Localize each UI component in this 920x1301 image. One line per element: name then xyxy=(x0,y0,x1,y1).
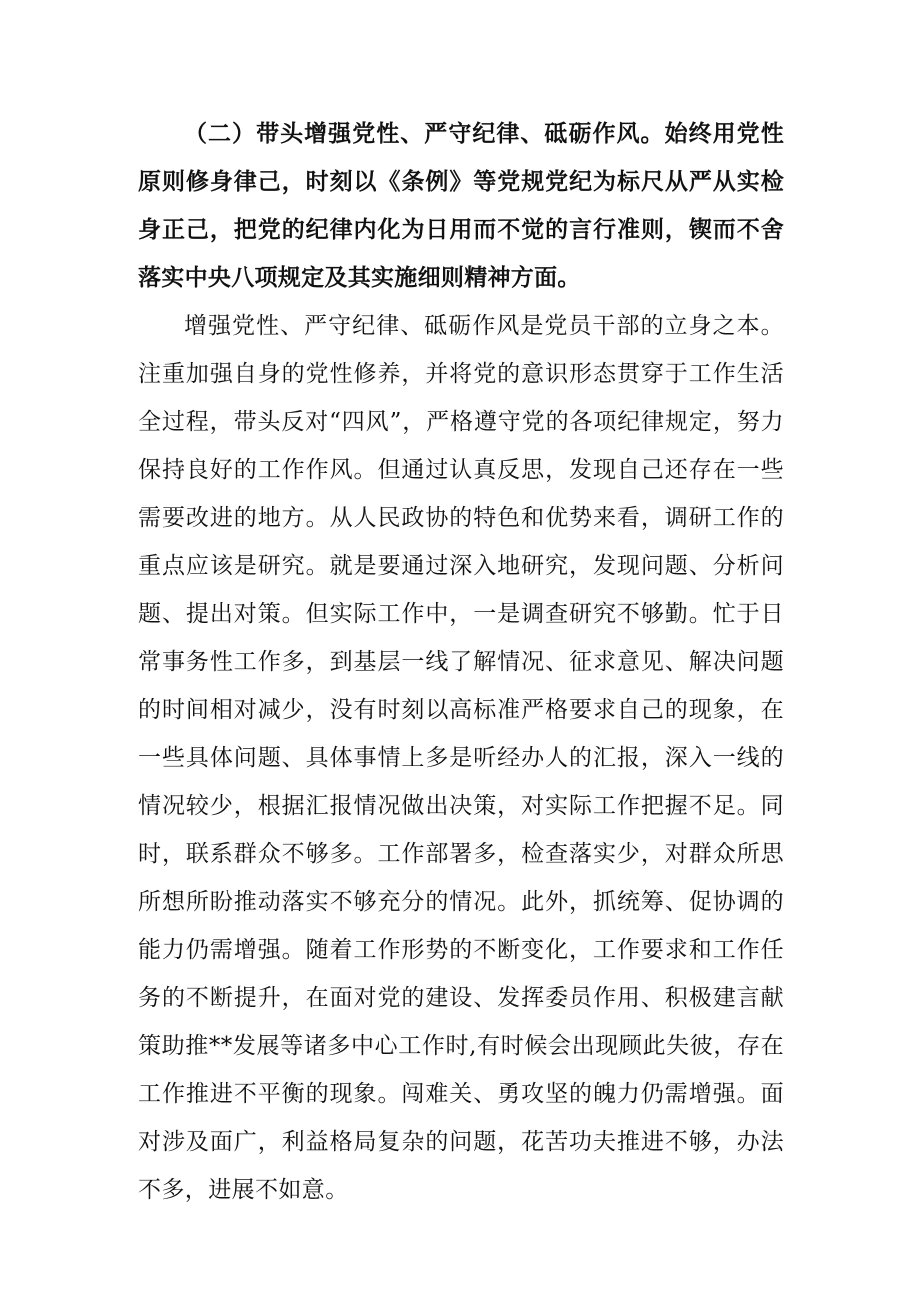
document-body xyxy=(138,110,784,1214)
body-paragraph: 增强党性、严守纪律、砥砺作风是党员干部的立身之本。注重加强自身的党性修养，并将党的意识形态贯穿于工作生活全过程，带头反对“四风”，严格遵守党的各项纪律规定，努力保持良好的工作作风。但通过认真反思，发现自己还存在一些需要改进的地方。从人民政协的特色和优势来看，调研工作的重点应该是研究。就是要通过深入地研究，发现问题、分析问题、提出对策。但实际工作中，一是调查研究不够勤。忙于日常事务性工作多，到基层一线了解情况、征求意见、解决问题的时间相对减少，没有时刻以高标准严格要求自己的现象，在一些具体问题、具体事情上多是听经办人的汇报，深入一线的情况较少，根据汇报情况做出决策，对实际工作把握不足。同时，联系群众不够多。工作部署多，检查落实少，对群众所思所想所盼推动落实不够充分的情况。此外，抓统筹、促协调的能力仍需增强。随着工作形势的不断变化，工作要求和工作任务的不断提升，在面对党的建设、发挥委员作用、积极建言献策助推**发展等诸多中心工作时,有时候会出现顾此失彼，存在工作推进不平衡的现象。闯难关、勇攻坚的魄力仍需增强。面对涉及面广，利益格局复杂的问题，花苦功夫推进不够，办法不多，进展不如意。 xyxy=(138,313,784,1203)
section-heading-paragraph: （二）带头增强党性、严守纪律、砥砺作风。始终用党性原则修身律己，时刻以《条例》等党规党纪为标尺从严从实检身正己，把党的纪律内化为日用而不觉的言行准则，锲而不舍落实中央八项规定及其实施细则精神方面。 xyxy=(138,120,784,291)
